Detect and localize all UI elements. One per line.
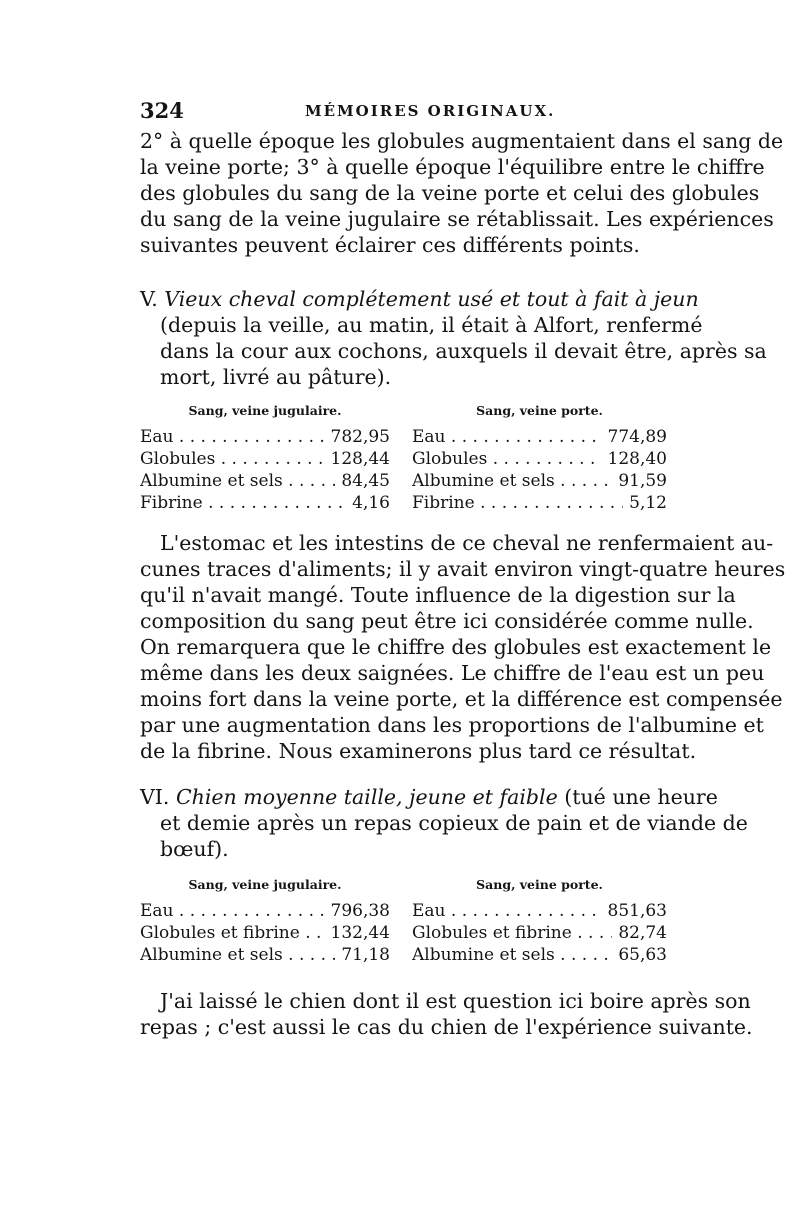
row-value: 796,38: [330, 901, 390, 921]
table-row: [412, 922, 667, 944]
row-label: Albumine et sels . . .: [412, 470, 612, 492]
text-line: composition du sang peut être ici considérée comme nulle.: [140, 609, 754, 633]
text-line: de la fibrine. Nous examinerons plus tard ce résultat.: [140, 739, 697, 763]
row-value: 851,63: [607, 901, 667, 921]
text-line: L'estomac et les intestins de ce cheval ne renfermaient au-: [160, 531, 774, 555]
row-label: Albumine et sels . . .: [412, 944, 612, 966]
text-line: cunes traces d'aliments; il y avait environ vingt-quatre heures: [140, 557, 786, 581]
experiment-v-heading: [140, 286, 767, 390]
row-value: 5,12: [629, 493, 667, 513]
row-label: Globules et fibrine . . .: [140, 922, 325, 944]
table-row: [140, 426, 390, 448]
table-row: [140, 492, 390, 514]
row-label: Eau . . .: [140, 426, 325, 448]
row-label: Fibrine . . .: [412, 492, 623, 514]
column-header: Sang, veine porte.: [476, 877, 603, 892]
table-column-jugular: [140, 876, 390, 966]
row-value: 128,44: [330, 449, 390, 469]
text-line: On remarquera que le chiffre des globules est exactement le: [140, 635, 772, 659]
table-row: [140, 448, 390, 470]
text-line: qu'il n'avait mangé. Toute influence de la digestion sur la: [140, 583, 736, 607]
row-label: Eau . . .: [412, 900, 602, 922]
table-column-portal: [412, 402, 667, 514]
row-value: 91,59: [618, 471, 667, 491]
table-row: [412, 944, 667, 966]
table-row: [412, 426, 667, 448]
experiment-v-title-line: [140, 286, 699, 312]
row-label: Globules . . .: [412, 448, 602, 470]
text-line: suivantes peuvent éclairer ces différents points.: [140, 233, 640, 257]
table-row: [412, 492, 667, 514]
table-row: [412, 448, 667, 470]
text-line: dans la cour aux cochons, auxquels il devait être, après sa: [160, 339, 767, 363]
text-line: moins fort dans la veine porte, et la différence est compensée: [140, 687, 783, 711]
row-label: Eau . . .: [140, 900, 325, 922]
row-value: 132,44: [330, 923, 390, 943]
table-row: [140, 470, 390, 492]
text-line: la veine porte; 3° à quelle époque l'équilibre entre le chiffre: [140, 155, 765, 179]
row-label: Albumine et sels . . .: [140, 470, 335, 492]
row-label: Albumine et sels . . .: [140, 944, 335, 966]
column-header: Sang, veine porte.: [476, 403, 603, 418]
table-row: [412, 470, 667, 492]
table-row: [412, 900, 667, 922]
row-value: 65,63: [618, 945, 667, 965]
text-line: bœuf).: [160, 837, 229, 861]
running-head: [140, 98, 665, 128]
experiment-title: Chien moyenne taille, jeune et faible: [175, 785, 558, 809]
text-line: (depuis la veille, au matin, il était à Alfort, renfermé: [160, 313, 703, 337]
column-header: Sang, veine jugulaire.: [188, 877, 342, 892]
row-label: Fibrine . . .: [140, 492, 346, 514]
experiment-number: VI.: [140, 785, 170, 809]
table-column-jugular: [140, 402, 390, 514]
text-line: par une augmentation dans les proportions de l'albumine et: [140, 713, 764, 737]
row-value: 782,95: [330, 427, 390, 447]
row-label: Globules . . .: [140, 448, 325, 470]
experiment-number: V.: [140, 287, 158, 311]
experiment-v-discussion: [140, 530, 786, 764]
text-line: des globules du sang de la veine porte et celui des globules: [140, 181, 760, 205]
experiment-vi-heading: [140, 784, 748, 862]
row-value: 128,40: [607, 449, 667, 469]
text-line: et demie après un repas copieux de pain et de viande de: [160, 811, 748, 835]
closing-paragraph: [140, 988, 753, 1040]
experiment-title-rest: (tué une heure: [564, 785, 718, 809]
column-header: Sang, veine jugulaire.: [188, 403, 342, 418]
text-line: J'ai laissé le chien dont il est question ici boire après son: [160, 989, 751, 1013]
row-value: 84,45: [341, 471, 390, 491]
table-column-portal: [412, 876, 667, 966]
text-line: du sang de la veine jugulaire se rétablissait. Les expériences: [140, 207, 774, 231]
page-number: 324: [140, 98, 184, 123]
text-line: même dans les deux saignées. Le chiffre de l'eau est un peu: [140, 661, 765, 685]
row-label: Eau . . .: [412, 426, 602, 448]
row-value: 4,16: [352, 493, 390, 513]
text-line: mort, livré au pâture).: [160, 365, 392, 389]
table-row: [140, 900, 390, 922]
table-row: [140, 944, 390, 966]
experiment-vi-title-line: [140, 784, 718, 810]
row-value: 774,89: [607, 427, 667, 447]
text-line: repas ; c'est aussi le cas du chien de l'expérience suivante.: [140, 1015, 753, 1039]
table-row: [140, 922, 390, 944]
row-value: 82,74: [618, 923, 667, 943]
running-title: MÉMOIRES ORIGINAUX.: [305, 102, 556, 120]
text-line: 2° à quelle époque les globules augmentaient dans el sang de: [140, 129, 784, 153]
experiment-vi-table: [140, 876, 670, 968]
row-value: 71,18: [341, 945, 390, 965]
experiment-v-table: [140, 402, 670, 514]
row-label: Globules et fibrine . . .: [412, 922, 612, 944]
experiment-title: Vieux cheval complétement usé et tout à fait à jeun: [164, 287, 699, 311]
intro-paragraph: [140, 128, 784, 258]
